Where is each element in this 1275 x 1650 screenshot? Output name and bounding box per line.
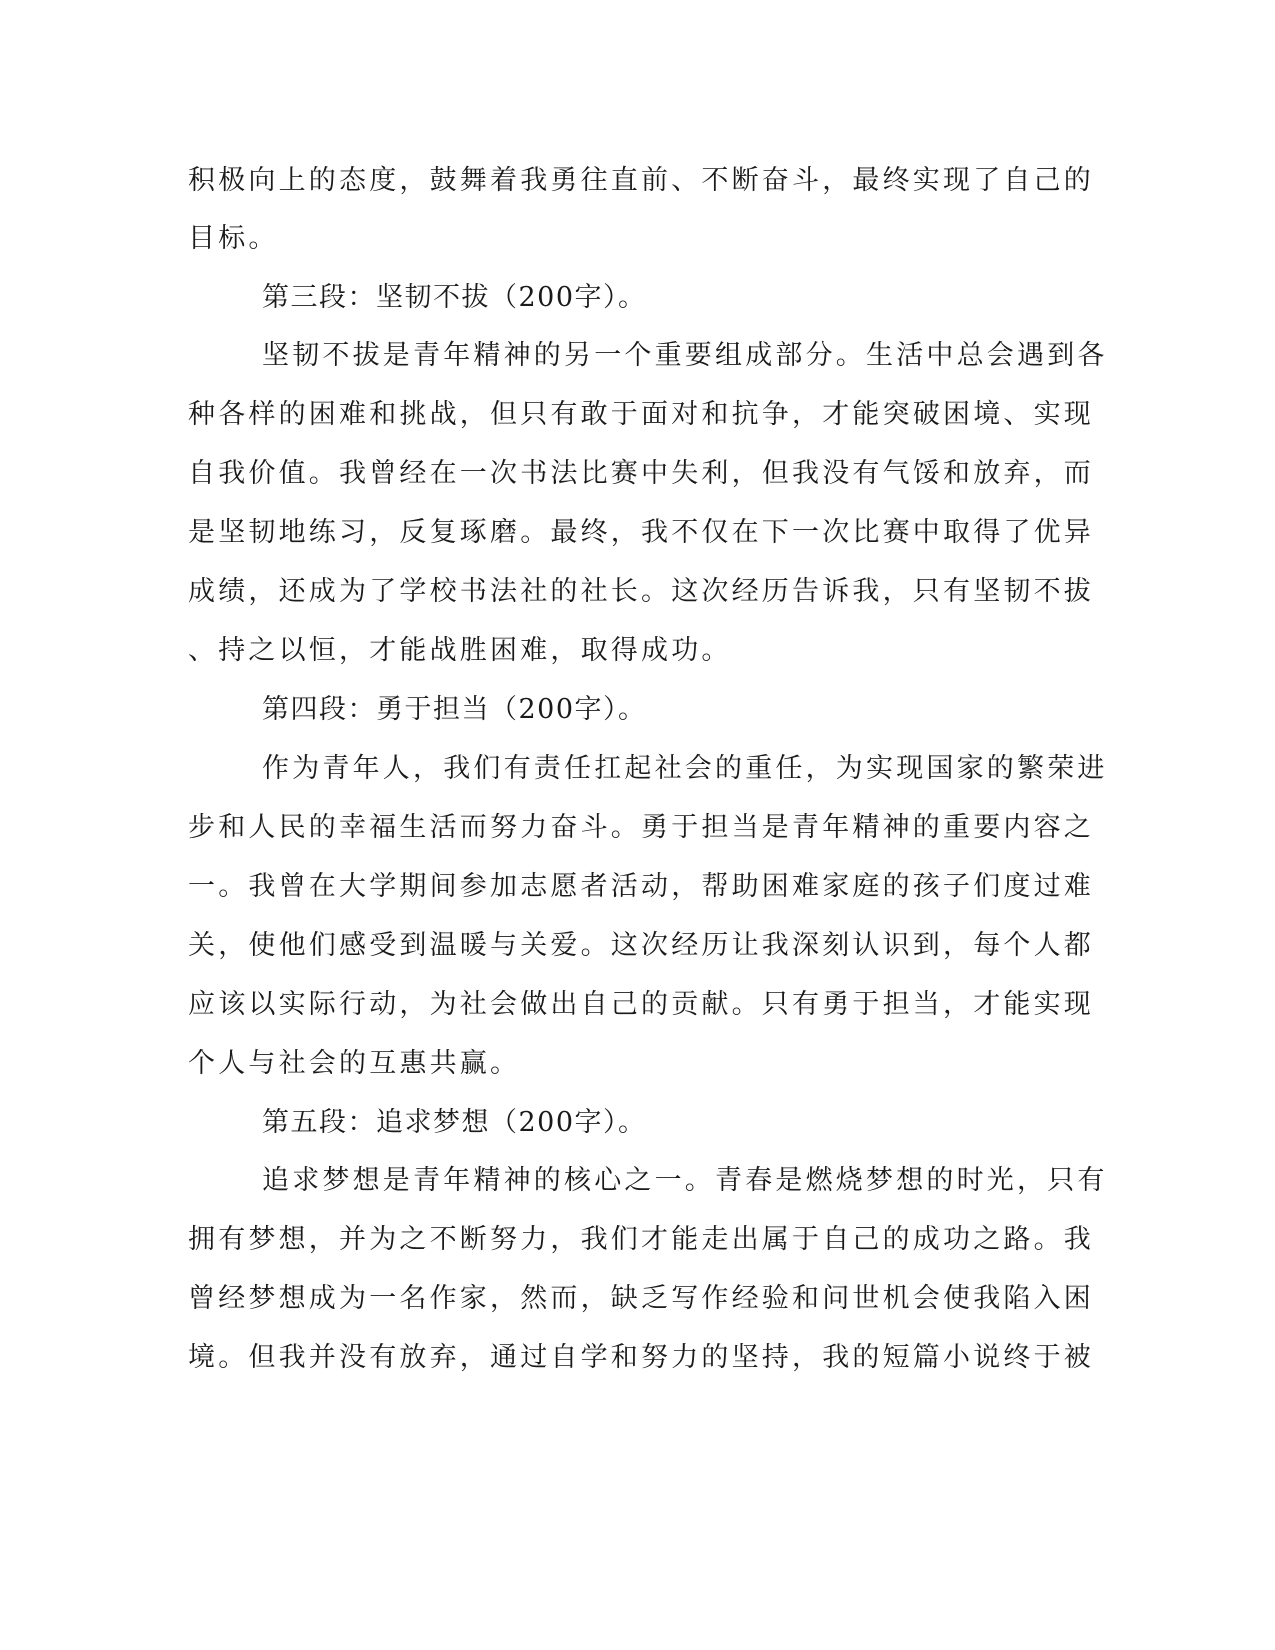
paragraph-line: 一。我曾在大学期间参加志愿者活动，帮助困难家庭的孩子们度过难	[188, 871, 1094, 902]
paragraph-line: 种各样的困难和挑战，但只有敢于面对和抗争，才能突破困境、实现	[188, 399, 1094, 430]
paragraph-line: 是坚韧地练习，反复琢磨。最终，我不仅在下一次比赛中取得了优异	[188, 517, 1094, 548]
paragraph-line: 步和人民的幸福生活而努力奋斗。勇于担当是青年精神的重要内容之	[188, 812, 1094, 843]
paragraph-line: 境。但我并没有放弃，通过自学和努力的坚持，我的短篇小说终于被	[188, 1342, 1094, 1373]
paragraph-line: 目标。	[188, 223, 279, 254]
paragraph-line: 拥有梦想，并为之不断努力，我们才能走出属于自己的成功之路。我	[188, 1224, 1094, 1255]
paragraph-line: 追求梦想是青年精神的核心之一。青春是燃烧梦想的时光，只有	[262, 1165, 1108, 1196]
section-heading-3: 第三段：坚韧不拔（200字）。	[262, 282, 647, 313]
paragraph-line: 曾经梦想成为一名作家，然而，缺乏写作经验和问世机会使我陷入困	[188, 1283, 1094, 1314]
paragraph-line: 个人与社会的互惠共赢。	[188, 1048, 521, 1079]
paragraph-line: 成绩，还成为了学校书法社的社长。这次经历告诉我，只有坚韧不拔	[188, 576, 1094, 607]
paragraph-line: 自我价值。我曾经在一次书法比赛中失利，但我没有气馁和放弃，而	[188, 458, 1094, 489]
paragraph-line: 作为青年人，我们有责任扛起社会的重任，为实现国家的繁荣进	[262, 753, 1108, 784]
paragraph-line: 、持之以恒，才能战胜困难，取得成功。	[188, 635, 732, 666]
paragraph-line: 关，使他们感受到温暖与关爱。这次经历让我深刻认识到，每个人都	[188, 930, 1094, 961]
section-heading-5: 第五段：追求梦想（200字）。	[262, 1107, 647, 1138]
paragraph-line: 积极向上的态度，鼓舞着我勇往直前、不断奋斗，最终实现了自己的	[188, 165, 1094, 196]
paragraph-line: 应该以实际行动，为社会做出自己的贡献。只有勇于担当，才能实现	[188, 989, 1094, 1020]
paragraph-line: 坚韧不拔是青年精神的另一个重要组成部分。生活中总会遇到各	[262, 340, 1108, 371]
section-heading-4: 第四段：勇于担当（200字）。	[262, 694, 647, 725]
